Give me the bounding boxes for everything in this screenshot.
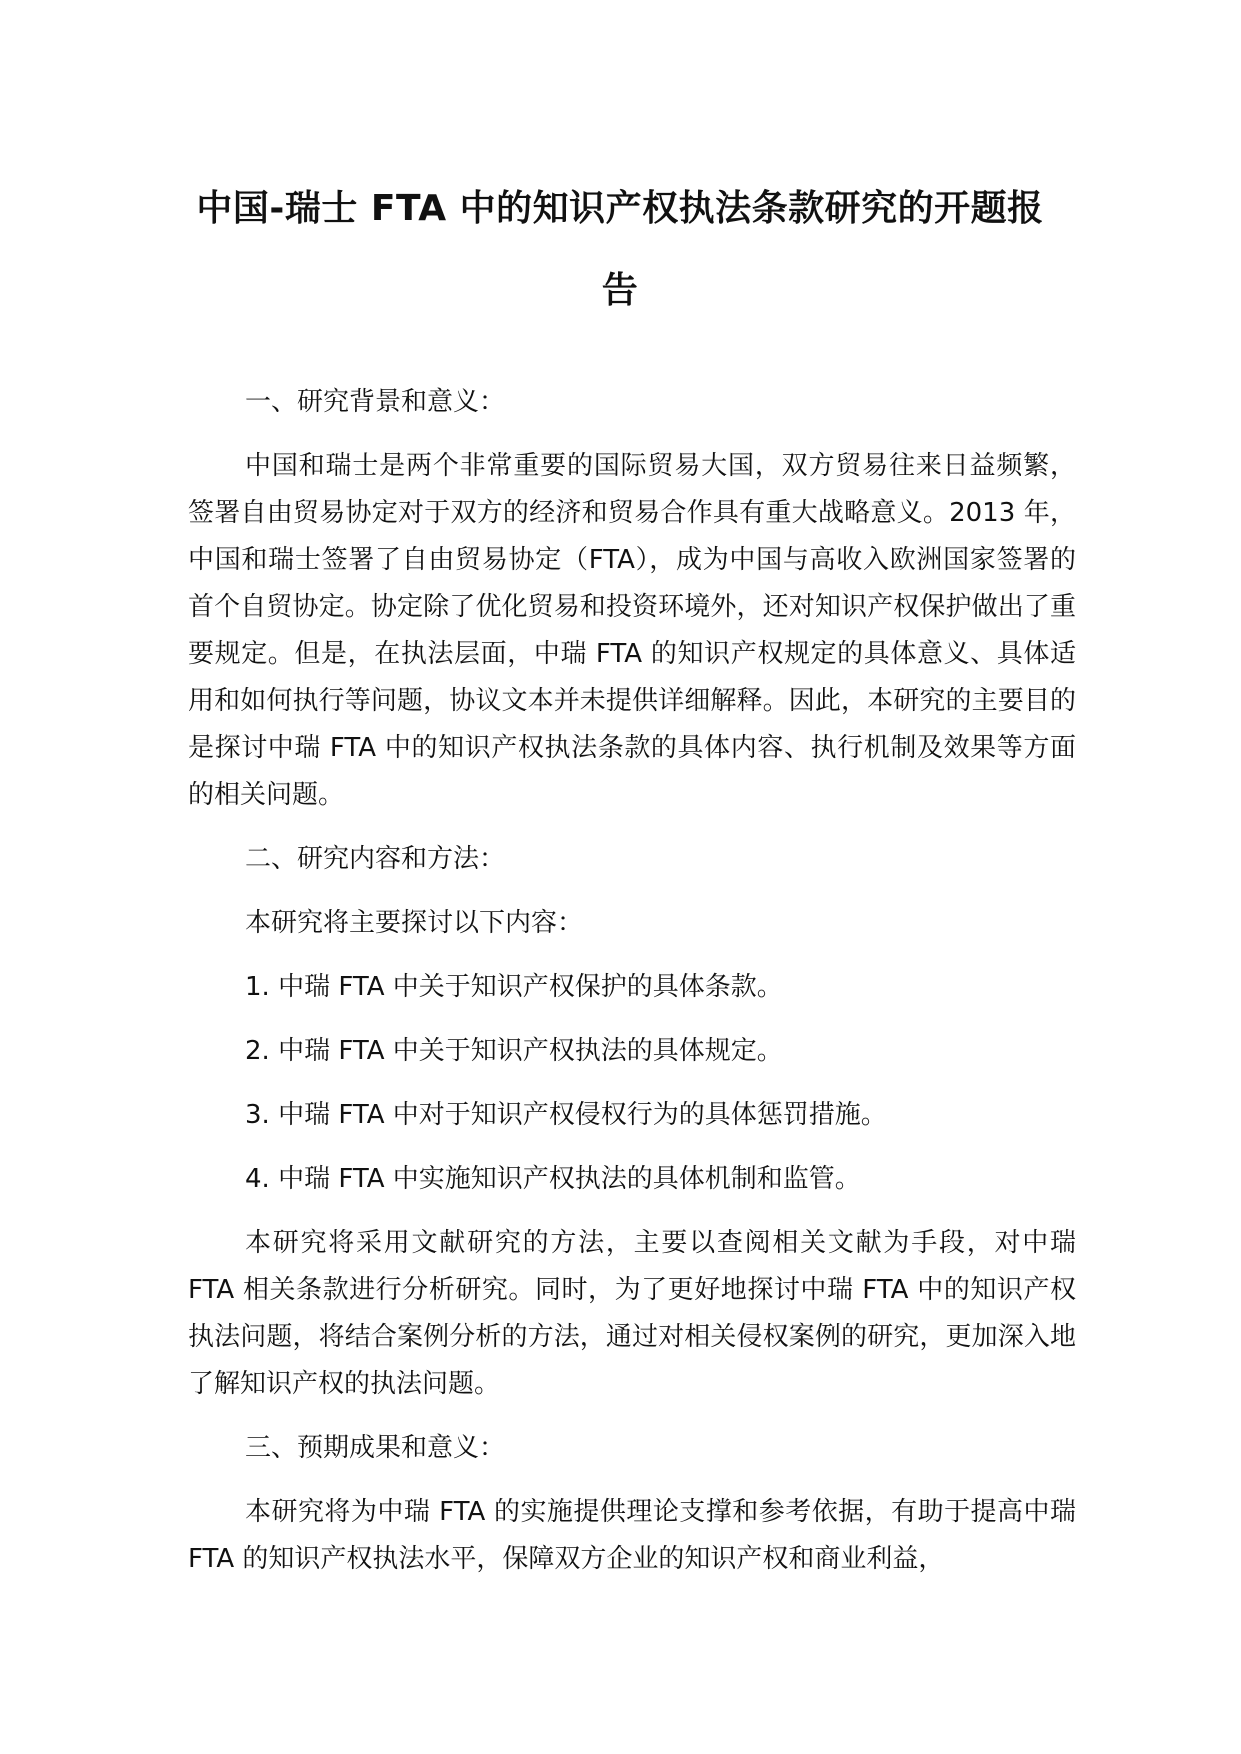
section-heading-2: 二、研究内容和方法： <box>245 844 506 874</box>
section-heading-3: 三、预期成果和意义： <box>245 1433 506 1463</box>
section-3-paragraph: 本研究将为中瑞 FTA 的实施提供理论支撑和参考依据，有助于提高中瑞 FTA 的知识产权执法水平，保障双方企业的知识产权和商业利益， <box>188 1497 1076 1574</box>
document-body <box>188 379 1076 1600</box>
page-title: 中国-瑞士 FTA 中的知识产权执法条款研究的开题报告 <box>196 188 1044 311</box>
section-heading-1: 一、研究背景和意义： <box>245 387 506 417</box>
list-item: 3. 中瑞 FTA 中对于知识产权侵权行为的具体惩罚措施。 <box>245 1100 887 1130</box>
list-item: 2. 中瑞 FTA 中关于知识产权执法的具体规定。 <box>245 1036 783 1066</box>
list-item: 4. 中瑞 FTA 中实施知识产权执法的具体机制和监管。 <box>245 1164 861 1194</box>
list-item: 1. 中瑞 FTA 中关于知识产权保护的具体条款。 <box>245 972 783 1002</box>
section-2-method-paragraph: 本研究将采用文献研究的方法，主要以查阅相关文献为手段，对中瑞 FTA 相关条款进行分析研究。同时，为了更好地探讨中瑞 FTA 中的知识产权执法问题，将结合案例分析的方法，通过对相关侵权案例的研究，更加深入地了解知识产权的执法问题。 <box>188 1228 1076 1399</box>
section-1-paragraph: 中国和瑞士是两个非常重要的国际贸易大国，双方贸易往来日益频繁，签署自由贸易协定对于双方的经济和贸易合作具有重大战略意义。2013 年，中国和瑞士签署了自由贸易协定（FTA），成为中国与高收入欧洲国家签署的首个自贸协定。协定除了优化贸易和投资环境外，还对知识产权保护做出了重要规定。但是，在执法层面，中瑞 FTA 的知识产权规定的具体意义、具体适用和如何执行等问题，协议文本并未提供详细解释。因此，本研究的主要目的是探讨中瑞 FTA 中的知识产权执法条款的具体内容、执行机制及效果等方面的相关问题。 <box>188 451 1076 810</box>
section-2-intro: 本研究将主要探讨以下内容： <box>245 908 584 938</box>
